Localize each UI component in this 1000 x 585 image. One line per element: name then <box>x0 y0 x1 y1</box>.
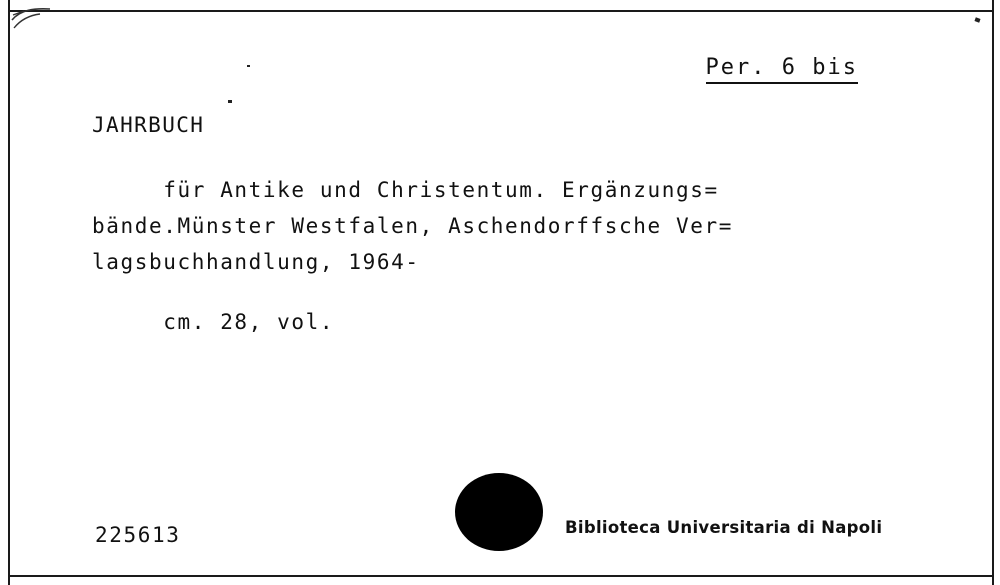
torn-corner-icon <box>10 6 68 40</box>
scan-speck <box>974 17 980 22</box>
imprint-line-2: bände.Münster Westfalen, Aschendorffsche Ver= <box>92 214 733 238</box>
imprint-statement <box>92 172 733 280</box>
scan-speck <box>247 65 250 67</box>
imprint-line-3: lagsbuchhandlung, 1964- <box>92 250 420 274</box>
card-border-right <box>992 0 994 585</box>
card-border-top <box>8 10 994 12</box>
collation-statement: cm. 28, vol. <box>92 310 335 334</box>
scan-speck <box>228 100 232 103</box>
main-heading: JAHRBUCH <box>92 113 205 137</box>
library-name: Biblioteca Universitaria di Napoli <box>565 518 883 537</box>
imprint-line-1: für Antike und Christentum. Ergänzungs= <box>92 178 719 202</box>
card-border-left <box>8 0 10 585</box>
accession-number: 225613 <box>95 523 181 547</box>
card-border-bottom <box>8 575 994 577</box>
ink-stamp-icon <box>455 473 543 551</box>
shelfmark: Per. 6 bis <box>706 55 858 84</box>
